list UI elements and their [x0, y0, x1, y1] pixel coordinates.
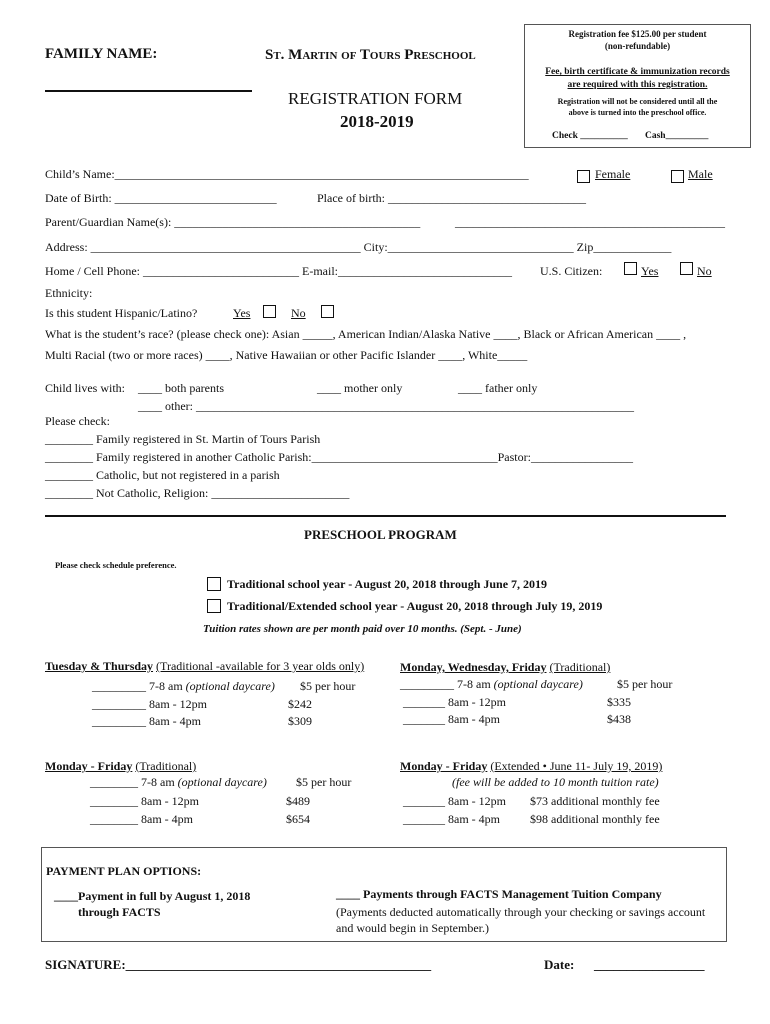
male-checkbox[interactable]: [671, 170, 684, 183]
tt-row-0[interactable]: _________ 7-8 am (optional daycare): [92, 679, 275, 693]
tuition-note: Tuition rates shown are per month paid over 10 months. (Sept. - June): [203, 623, 522, 635]
hispanic-no-checkbox[interactable]: [321, 305, 334, 318]
option-traditional-label: Traditional school year - August 20, 2018 through June 7, 2019: [227, 577, 548, 591]
date-label: Date:: [544, 957, 575, 972]
fee-line2: (non-refundable): [604, 41, 671, 51]
tt-subtitle: (Traditional -available for 3 year olds only): [156, 659, 365, 673]
cash-label[interactable]: Cash_________: [645, 131, 709, 141]
lives-mother-only[interactable]: ____ mother only: [317, 381, 403, 395]
mwf-heading: [400, 660, 610, 674]
parish-option-4[interactable]: ________ Not Catholic, Religion: _______________________: [45, 486, 350, 500]
payment-option-2[interactable]: ____ Payments through FACTS Management Tuition Company: [336, 887, 662, 901]
hispanic-no-label: No: [291, 306, 306, 320]
parish-option-3[interactable]: ________ Catholic, but not registered in a parish: [45, 468, 280, 482]
citizen-yes-checkbox[interactable]: [624, 262, 637, 275]
tt-row-1[interactable]: _________ 8am - 12pm: [92, 697, 207, 711]
mfe-note: (fee will be added to 10 month tuition rate): [452, 775, 659, 789]
fee-line1: Registration fee $125.00 per student: [568, 29, 707, 39]
mwf-title: Monday, Wednesday, Friday: [400, 660, 547, 674]
family-name-label: FAMILY NAME:: [45, 46, 158, 62]
tt-heading: [45, 659, 364, 673]
citizen-label: U.S. Citizen:: [540, 264, 603, 278]
lives-both-parents[interactable]: ____ both parents: [138, 381, 224, 395]
mf-row-0[interactable]: ________ 7-8 am (optional daycare): [90, 775, 267, 789]
mf-subtitle: (Traditional): [135, 759, 197, 773]
hispanic-yes-label: Yes: [233, 306, 251, 320]
school-name: St. Martin of Tours Preschool: [265, 47, 476, 63]
family-name-line[interactable]: [45, 90, 252, 92]
option-traditional-checkbox[interactable]: [207, 577, 221, 591]
hispanic-yes-checkbox[interactable]: [263, 305, 276, 318]
program-title: PRESCHOOL PROGRAM: [304, 527, 457, 542]
mfe-heading: [400, 759, 662, 773]
lives-with-label: Child lives with:: [45, 381, 126, 395]
payment-box: [41, 847, 727, 942]
signature-field[interactable]: SIGNATURE:_______________________________________________: [45, 957, 432, 972]
pob-field[interactable]: Place of birth: _________________________________: [317, 191, 586, 205]
parish-option-2[interactable]: ________ Family registered in another Catholic Parish:_______________________________Pastor:_________________: [45, 450, 633, 464]
mwf-price-0: $5 per hour: [617, 677, 673, 691]
fee-box: [524, 24, 751, 148]
dob-field[interactable]: Date of Birth: ___________________________: [45, 191, 277, 205]
male-label: Male: [688, 167, 713, 181]
docs-line1: Fee, birth certificate & immunization records: [545, 67, 730, 77]
female-checkbox[interactable]: [577, 170, 590, 183]
parent-name-field[interactable]: Parent/Guardian Name(s): _________________________________________: [45, 215, 421, 229]
tt-price-2: $309: [288, 714, 312, 728]
option-extended-checkbox[interactable]: [207, 599, 221, 613]
mf-title: Monday - Friday: [45, 759, 133, 773]
mf-heading: [45, 759, 196, 773]
tt-title: Tuesday & Thursday: [45, 659, 154, 673]
payment-option-1[interactable]: ____Payment in full by August 1, 2018: [54, 889, 251, 903]
parish-option-1[interactable]: ________ Family registered in St. Martin of Tours Parish: [45, 432, 321, 446]
form-title: REGISTRATION FORM: [288, 89, 463, 108]
tt-price-1: $242: [288, 697, 312, 711]
payment-option-2-desc1: (Payments deducted automatically through your checking or savings account: [336, 905, 706, 919]
form-year: 2018-2019: [340, 112, 414, 131]
child-name-field[interactable]: Child’s Name:_____________________________________________________________________: [45, 167, 529, 181]
race-line2[interactable]: Multi Racial (two or more races) ____, Native Hawaiian or other Pacific Islander ____, White_____: [45, 348, 528, 362]
mfe-price-0: $73 additional monthly fee: [530, 794, 660, 808]
mfe-price-1: $98 additional monthly fee: [530, 812, 660, 826]
mf-row-2[interactable]: ________ 8am - 4pm: [90, 812, 193, 826]
mfe-row-0[interactable]: _______ 8am - 12pm: [403, 794, 506, 808]
phone-email-field[interactable]: Home / Cell Phone: __________________________ E-mail:_____________________________: [45, 264, 512, 278]
mfe-subtitle: (Extended • June 11- July 19, 2019): [490, 759, 663, 773]
mfe-title: Monday - Friday: [400, 759, 488, 773]
mwf-row-2[interactable]: _______ 8am - 4pm: [403, 712, 500, 726]
female-label: Female: [595, 167, 631, 181]
date-field[interactable]: _________________: [594, 957, 705, 972]
mf-price-0: $5 per hour: [296, 775, 352, 789]
mfe-row-1[interactable]: _______ 8am - 4pm: [403, 812, 500, 826]
payment-option-2-desc2: and would begin in September.): [336, 921, 489, 935]
tt-row-2[interactable]: _________ 8am - 4pm: [92, 714, 201, 728]
mwf-price-1: $335: [607, 695, 631, 709]
mf-price-1: $489: [286, 794, 310, 808]
payment-option-1-sub: through FACTS: [78, 905, 161, 919]
lives-father-only[interactable]: ____ father only: [458, 381, 538, 395]
schedule-preference-label: Please check schedule preference.: [55, 560, 177, 570]
citizen-yes-label: Yes: [641, 264, 659, 278]
docs-line2: are required with this registration.: [567, 80, 708, 90]
section-divider: [45, 515, 726, 517]
option-extended-label: Traditional/Extended school year - August 20, 2018 through July 19, 2019: [227, 599, 603, 613]
citizen-no-checkbox[interactable]: [680, 262, 693, 275]
payment-title: PAYMENT PLAN OPTIONS:: [46, 864, 202, 878]
mf-row-1[interactable]: ________ 8am - 12pm: [90, 794, 199, 808]
note-line1: Registration will not be considered until all the: [557, 97, 718, 106]
mwf-price-2: $438: [607, 712, 631, 726]
hispanic-question: Is this student Hispanic/Latino?: [45, 306, 198, 320]
race-line1[interactable]: What is the student’s race? (please check one): Asian _____, American Indian/Alaska Native ____, Black or African American ____ ,: [45, 327, 687, 341]
mwf-row-0[interactable]: _________ 7-8 am (optional daycare): [400, 677, 583, 691]
note-line2: above is turned into the preschool office.: [568, 108, 707, 117]
address-field[interactable]: Address: _____________________________________________ City:_______________________________ Zip_____________: [45, 240, 672, 254]
citizen-no-label: No: [697, 264, 712, 278]
ethnicity-label: Ethnicity:: [45, 286, 93, 300]
lives-other[interactable]: ____ other: _________________________________________________________________________: [138, 399, 634, 413]
mwf-subtitle: (Traditional): [549, 660, 611, 674]
mwf-row-1[interactable]: _______ 8am - 12pm: [403, 695, 506, 709]
check-label[interactable]: Check __________: [552, 131, 628, 141]
mf-price-2: $654: [286, 812, 310, 826]
tt-price-0: $5 per hour: [300, 679, 356, 693]
parent-name-field-2[interactable]: _____________________________________________: [455, 215, 725, 229]
please-check-label: Please check:: [45, 414, 110, 428]
